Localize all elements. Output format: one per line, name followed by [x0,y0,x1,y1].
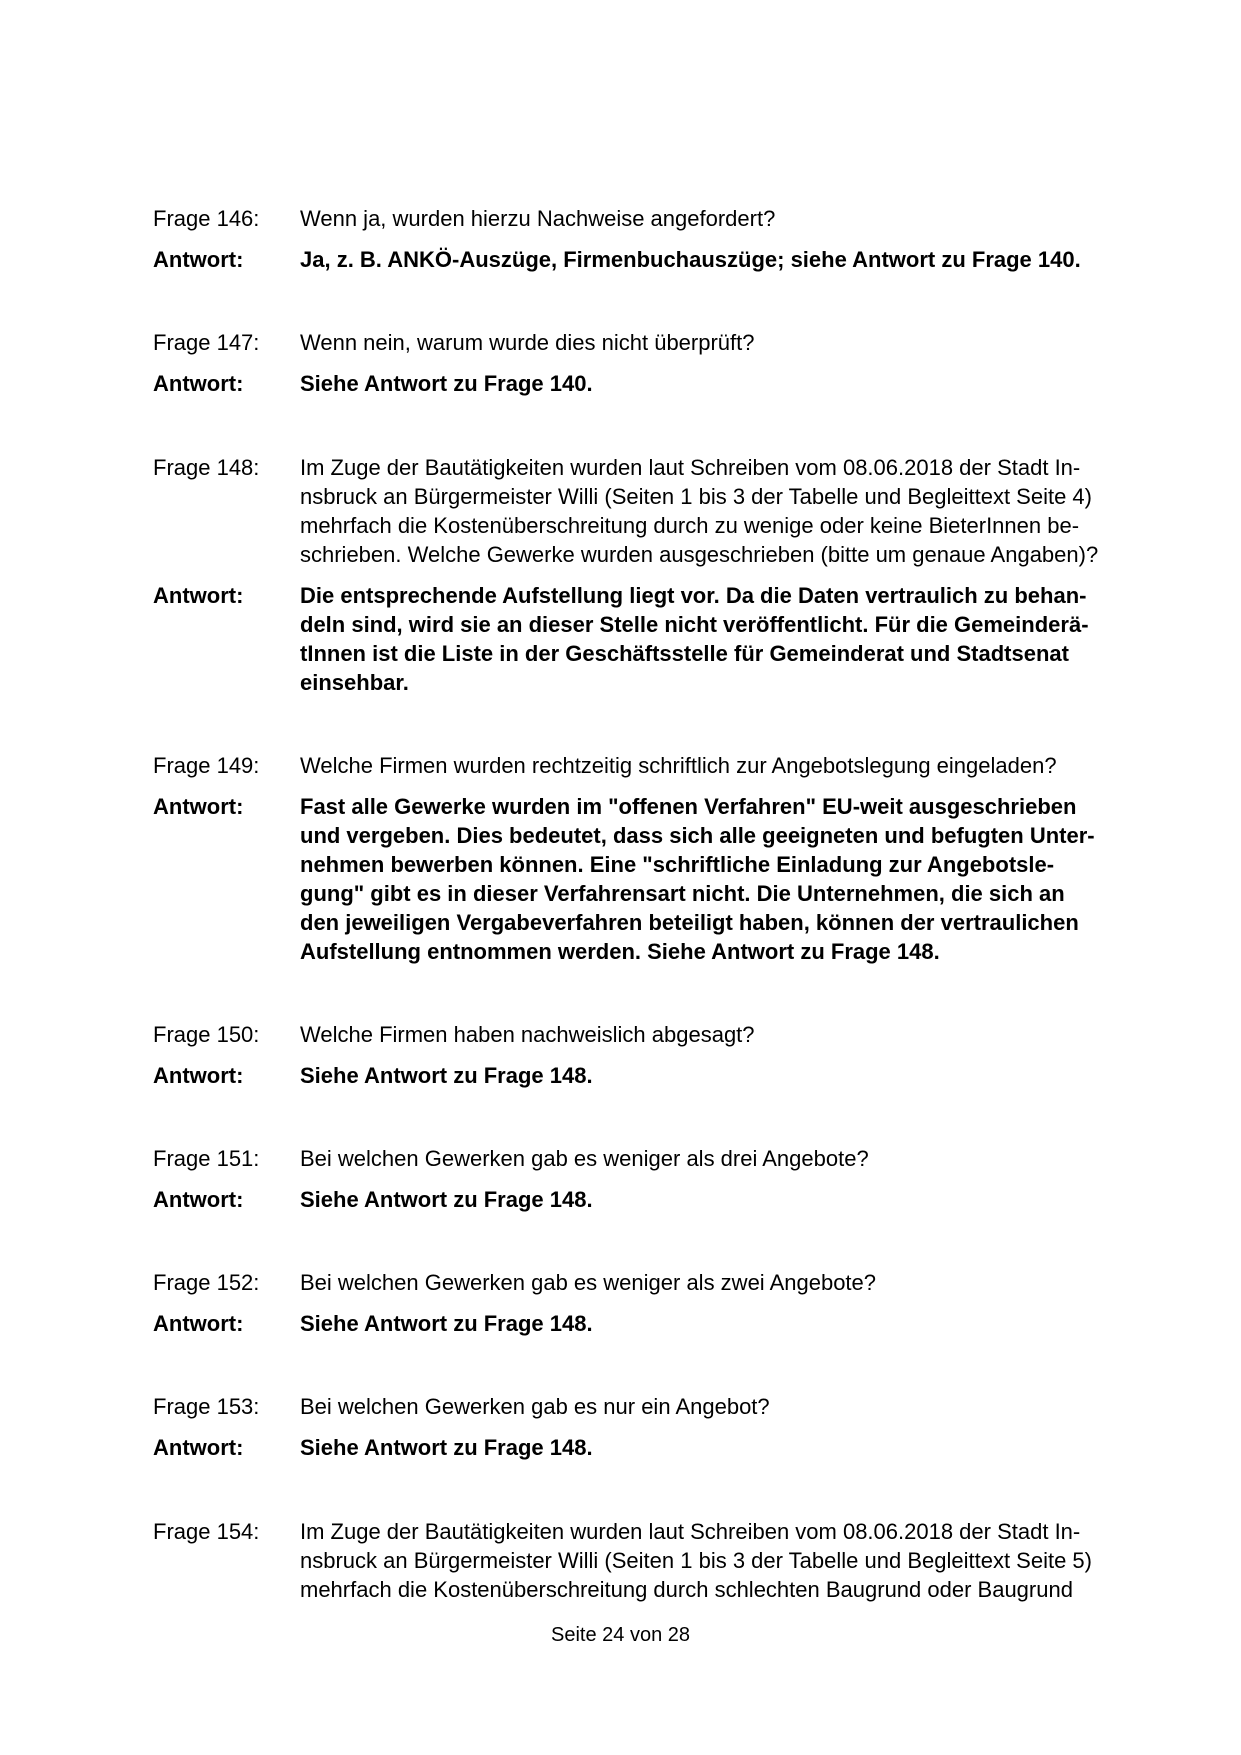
answer-text [300,1433,1241,1462]
question-row [153,751,1153,780]
question-line: Bei welchen Gewerken gab es nur ein Angebot? [300,1394,770,1419]
answer-text [300,1309,1241,1338]
answer-line: einsehbar. [300,670,409,695]
answer-text [300,581,1241,697]
answer-row [153,1309,1153,1338]
question-row [153,1144,1153,1173]
question-text [300,1268,1241,1297]
question-line: nsbruck an Bürgermeister Willi (Seiten 1 bis 3 der Tabelle und Begleittext Seite 5) [300,1548,1092,1573]
answer-line: gung" gibt es in dieser Verfahrensart nicht. Die Unternehmen, die sich an [300,881,1065,906]
answer-row [153,1061,1153,1090]
answer-line: Die entsprechende Aufstellung liegt vor. Da die Daten vertraulich zu behan- [300,583,1087,608]
question-label: Frage 146: [153,206,260,231]
qa-block [153,751,1153,966]
question-text [300,453,1241,569]
question-label: Frage 147: [153,330,260,355]
answer-text [300,1061,1241,1090]
qa-block [153,1517,1153,1604]
question-label: Frage 151: [153,1146,260,1171]
answer-row [153,369,1153,398]
qa-block [153,328,1153,398]
answer-label: Antwort: [153,583,244,608]
question-line: Im Zuge der Bautätigkeiten wurden laut Schreiben vom 08.06.2018 der Stadt In- [300,1519,1081,1544]
question-row [153,1517,1153,1604]
answer-row [153,581,1153,697]
question-text [300,1517,1241,1604]
answer-label: Antwort: [153,1311,244,1336]
question-label: Frage 149: [153,753,260,778]
answer-line: Siehe Antwort zu Frage 148. [300,1063,593,1088]
answer-row [153,1433,1153,1462]
question-text [300,1020,1241,1049]
question-line: Wenn ja, wurden hierzu Nachweise angefordert? [300,206,776,231]
answer-label: Antwort: [153,1063,244,1088]
answer-label: Antwort: [153,794,244,819]
answer-line: deln sind, wird sie an dieser Stelle nicht veröffentlicht. Für die Gemeinderä- [300,612,1089,637]
question-label: Frage 148: [153,455,260,480]
question-text [300,328,1241,357]
question-label: Frage 150: [153,1022,260,1047]
question-row [153,1020,1153,1049]
answer-text [300,792,1241,966]
answer-row [153,792,1153,966]
answer-text [300,245,1241,274]
question-line: Welche Firmen wurden rechtzeitig schriftlich zur Angebotslegung eingeladen? [300,753,1057,778]
answer-label: Antwort: [153,247,244,272]
question-row [153,328,1153,357]
question-label: Frage 152: [153,1270,260,1295]
answer-row [153,245,1153,274]
answer-line: nehmen bewerben können. Eine "schriftliche Einladung zur Angebotsle- [300,852,1055,877]
answer-label: Antwort: [153,1435,244,1460]
question-text [300,1392,1241,1421]
qa-block [153,453,1153,697]
question-text [300,204,1241,233]
answer-label: Antwort: [153,371,244,396]
question-line: Bei welchen Gewerken gab es weniger als zwei Angebote? [300,1270,877,1295]
answer-line: Siehe Antwort zu Frage 148. [300,1187,593,1212]
question-line: mehrfach die Kostenüberschreitung durch zu wenige oder keine BieterInnen be- [300,513,1080,538]
qa-block [153,1020,1153,1090]
answer-line: und vergeben. Dies bedeutet, dass sich alle geeigneten und befugten Unter- [300,823,1095,848]
answer-line: Ja, z. B. ANKÖ-Auszüge, Firmenbuchauszüge; siehe Antwort zu Frage 140. [300,247,1081,272]
question-row [153,204,1153,233]
question-line: Wenn nein, warum wurde dies nicht überprüft? [300,330,755,355]
question-text [300,1144,1241,1173]
qa-block [153,1268,1153,1338]
question-line: mehrfach die Kostenüberschreitung durch schlechten Baugrund oder Baugrund [300,1577,1073,1602]
qa-block [153,204,1153,274]
question-line: Im Zuge der Bautätigkeiten wurden laut Schreiben vom 08.06.2018 der Stadt In- [300,455,1081,480]
qa-block [153,1392,1153,1462]
qa-block [153,1144,1153,1214]
answer-row [153,1185,1153,1214]
answer-line: Siehe Antwort zu Frage 148. [300,1435,593,1460]
question-row [153,1268,1153,1297]
question-line: Bei welchen Gewerken gab es weniger als drei Angebote? [300,1146,869,1171]
question-label: Frage 153: [153,1394,260,1419]
answer-line: Siehe Antwort zu Frage 140. [300,371,593,396]
page-number: Seite 24 von 28 [551,1624,690,1646]
answer-text [300,369,1241,398]
answer-line: den jeweiligen Vergabeverfahren beteiligt haben, können der vertraulichen [300,910,1079,935]
question-text [300,751,1241,780]
answer-line: Fast alle Gewerke wurden im "offenen Verfahren" EU-weit ausgeschrieben [300,794,1077,819]
answer-label: Antwort: [153,1187,244,1212]
question-line: Welche Firmen haben nachweislich abgesagt? [300,1022,755,1047]
question-row [153,453,1153,569]
question-row [153,1392,1153,1421]
answer-line: tInnen ist die Liste in der Geschäftsstelle für Gemeinderat und Stadtsenat [300,641,1069,666]
answer-line: Siehe Antwort zu Frage 148. [300,1311,593,1336]
answer-text [300,1185,1241,1214]
question-line: schrieben. Welche Gewerke wurden ausgeschrieben (bitte um genaue Angaben)? [300,542,1099,567]
answer-line: Aufstellung entnommen werden. Siehe Antwort zu Frage 148. [300,939,940,964]
question-label: Frage 154: [153,1519,260,1544]
question-line: nsbruck an Bürgermeister Willi (Seiten 1 bis 3 der Tabelle und Begleittext Seite 4) [300,484,1092,509]
